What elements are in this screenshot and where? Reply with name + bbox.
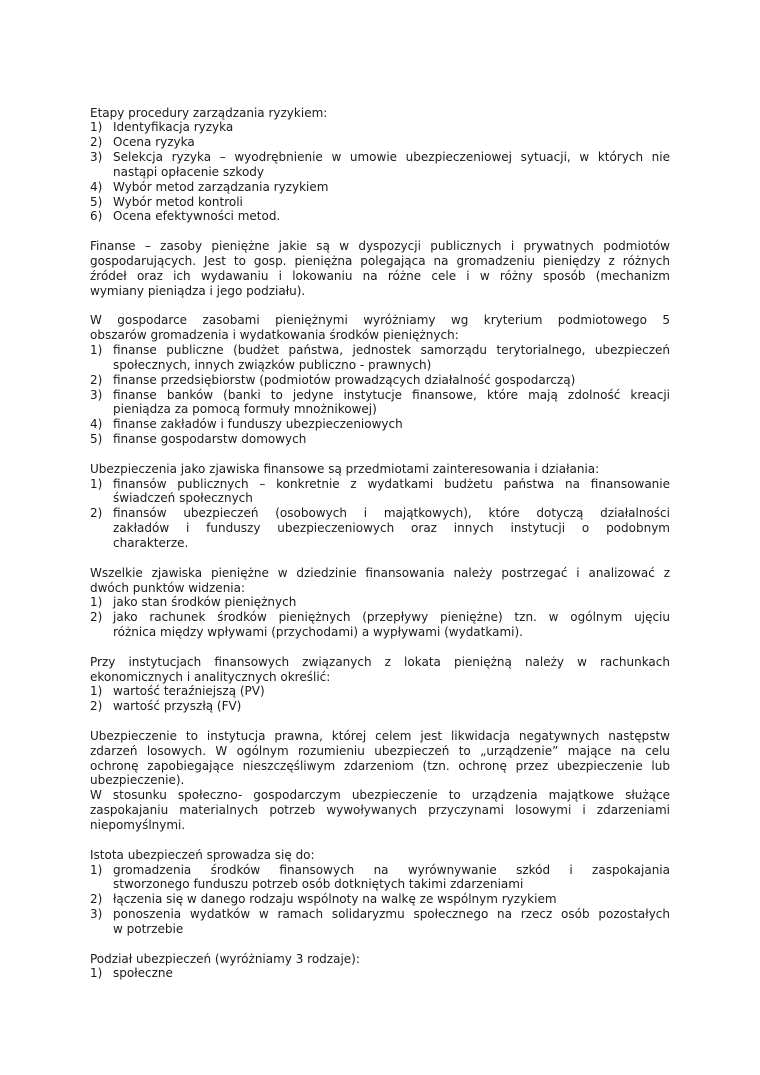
- text-line: łączenia się w danego rodzaju wspólnoty na walkę ze wspólnym ryzykiem: [113, 892, 557, 907]
- paragraph: [90, 462, 670, 477]
- paragraph: [90, 729, 670, 788]
- list-item: [90, 150, 670, 180]
- text-line: Podział ubezpieczeń (wyróżniamy 3 rodzaje):: [90, 951, 360, 966]
- text-line: Wybór metod zarządzania ryzykiem: [113, 179, 329, 194]
- document-section: [90, 106, 670, 225]
- text-line: wartość teraźniejszą (PV): [113, 684, 265, 699]
- text-line: ekonomicznych i analitycznych określić:: [90, 669, 331, 684]
- document-section: [90, 729, 670, 833]
- paragraph: [90, 566, 670, 596]
- text-line: Ubezpieczenie to instytucja prawna, której celem jest likwidacja negatywnych następstw: [90, 728, 670, 743]
- paragraph: [90, 239, 670, 298]
- list-number: 1): [90, 684, 103, 699]
- text-line: Ocena ryzyka: [113, 135, 195, 150]
- list-item: [90, 684, 670, 699]
- list-item: [90, 209, 670, 224]
- text-line: Przy instytucjach finansowych związanych z lokata pieniężną należy w rachunkach: [90, 654, 670, 669]
- text-line: społeczne: [113, 966, 173, 981]
- list-item: [90, 477, 670, 507]
- text-line: ubezpieczenie).: [90, 773, 185, 788]
- text-line: społecznych, innych związków publiczno - prawnych): [113, 357, 432, 372]
- list-number: 1): [90, 476, 103, 491]
- text-line: finansów publicznych – konkretnie z wydatkami budżetu państwa na finansowanie: [113, 476, 670, 491]
- document-section: [90, 566, 670, 640]
- text-line: finanse gospodarstw domowych: [113, 432, 307, 447]
- list-item: [90, 610, 670, 640]
- list-number: 4): [90, 179, 103, 194]
- text-line: finanse przedsiębiorstw (podmiotów prowadzących działalność gospodarczą): [113, 372, 576, 387]
- text-line: Wybór metod kontroli: [113, 194, 243, 209]
- text-line: gromadzenia środków finansowych na wyrównywanie szkód i zaspokajania: [113, 862, 670, 877]
- text-line: Ocena efektywności metod.: [113, 209, 281, 224]
- list-number: 1): [90, 343, 103, 357]
- document-section: [90, 655, 670, 714]
- list-number: 3): [90, 387, 103, 402]
- list-item: [90, 343, 670, 373]
- list-item: [90, 506, 670, 551]
- list-item: [90, 180, 670, 195]
- list-item: [90, 907, 670, 937]
- text-line: Ubezpieczenia jako zjawiska finansowe są przedmiotami zainteresowania i działania:: [90, 461, 600, 476]
- list-number: 2): [90, 699, 103, 714]
- list-number: 2): [90, 372, 103, 387]
- text-line: charakterze.: [113, 535, 189, 550]
- list-item: [90, 595, 670, 610]
- text-line: dwóch punktów widzenia:: [90, 580, 246, 595]
- text-line: ponoszenia wydatków w ramach solidaryzmu społecznego na rzecz osób pozostałych: [113, 907, 670, 922]
- list-number: 4): [90, 417, 103, 432]
- list-number: 5): [90, 194, 103, 209]
- document-section: [90, 848, 670, 937]
- document-section: [90, 239, 670, 298]
- document-section: [90, 952, 670, 982]
- text-line: Istota ubezpieczeń sprowadza się do:: [90, 847, 315, 862]
- text-line: zdarzeń losowych. W ogólnym rozumieniu ubezpieczeń to „urządzenie” mające na celu: [90, 743, 670, 758]
- document-page: [90, 106, 670, 997]
- text-line: pieniądza za pomocą formuły mnożnikowej): [113, 402, 377, 417]
- text-line: Identyfikacja ryzyka: [113, 120, 234, 135]
- text-line: różnica między wpływami (przychodami) a wypływami (wydatkami).: [113, 625, 523, 640]
- list-number: 1): [90, 595, 103, 610]
- list-item: [90, 699, 670, 714]
- paragraph: [90, 313, 670, 343]
- text-line: niepomyślnymi.: [90, 818, 186, 832]
- list-number: 2): [90, 892, 103, 907]
- text-line: jako stan środków pieniężnych: [113, 595, 297, 610]
- text-line: w potrzebie: [113, 921, 184, 936]
- list-number: 1): [90, 120, 103, 135]
- document-section: [90, 313, 670, 447]
- text-line: wartość przyszłą (FV): [113, 699, 242, 714]
- text-line: W stosunku społeczno- gospodarczym ubezpieczenie to urządzenia majątkowe służące: [90, 788, 670, 803]
- text-line: gospodarujących. Jest to gosp. pieniężna polegająca na gromadzeniu pieniędzy z różnych: [90, 253, 670, 268]
- text-line: finanse publiczne (budżet państwa, jednostek samorządu terytorialnego, ubezpieczeń: [113, 343, 670, 357]
- text-line: Finanse – zasoby pieniężne jakie są w dyspozycji publicznych i prywatnych podmiotów: [90, 239, 670, 254]
- list-item: [90, 135, 670, 150]
- list-number: 3): [90, 907, 103, 922]
- text-line: zakładów i funduszy ubezpieczeniowych oraz innych instytucji o podobnym: [113, 521, 670, 536]
- paragraph: [90, 848, 670, 863]
- list-item: [90, 373, 670, 388]
- list-item: [90, 432, 670, 447]
- text-line: Selekcja ryzyka – wyodrębnienie w umowie ubezpieczeniowej sytuacji, w których nie: [113, 150, 670, 165]
- text-line: W gospodarce zasobami pieniężnymi wyróżniamy wg kryterium podmiotowego 5: [90, 313, 670, 328]
- paragraph: [90, 655, 670, 685]
- text-line: wymiany pieniądza i jego podziału).: [90, 283, 306, 298]
- list-number: 2): [90, 610, 103, 625]
- text-line: źródeł oraz ich wydawaniu i lokowaniu na różne cele i w różny sposób (mechanizm: [90, 268, 670, 283]
- list-number: 1): [90, 966, 103, 981]
- list-item: [90, 120, 670, 135]
- text-line: nastąpi opłacenie szkody: [113, 164, 265, 179]
- list-item: [90, 892, 670, 907]
- list-number: 3): [90, 150, 103, 165]
- list-number: 1): [90, 862, 103, 877]
- list-number: 2): [90, 506, 103, 521]
- document-section: [90, 462, 670, 551]
- list-item: [90, 388, 670, 418]
- paragraph: [90, 106, 670, 121]
- list-item: [90, 195, 670, 210]
- list-number: 2): [90, 135, 103, 150]
- text-line: świadczeń społecznych: [113, 491, 253, 506]
- list-item: [90, 966, 670, 981]
- text-line: jako rachunek środków pieniężnych (przepływy pieniężne) tzn. w ogólnym ujęciu: [113, 610, 670, 625]
- list-item: [90, 863, 670, 893]
- text-line: finanse banków (banki to jedyne instytucje finansowe, które mają zdolność kreacji: [113, 387, 670, 402]
- text-line: ochronę zapobiegające nieszczęśliwym zdarzeniom (tzn. ochronę przez ubezpieczenie lub: [90, 758, 670, 773]
- text-line: finanse zakładów i funduszy ubezpieczeniowych: [113, 417, 403, 432]
- paragraph: [90, 952, 670, 967]
- list-number: 5): [90, 432, 103, 447]
- text-line: Etapy procedury zarządzania ryzykiem:: [90, 105, 328, 120]
- text-line: stworzonego funduszu potrzeb osób dotkniętych takimi zdarzeniami: [113, 877, 524, 892]
- list-item: [90, 417, 670, 432]
- list-number: 6): [90, 209, 103, 224]
- text-line: Wszelkie zjawiska pieniężne w dziedzinie finansowania należy postrzegać i analizować z: [90, 565, 670, 580]
- text-line: finansów ubezpieczeń (osobowych i majątkowych), które dotyczą działalności: [113, 506, 670, 521]
- text-line: obszarów gromadzenia i wydatkowania środków pieniężnych:: [90, 328, 459, 343]
- text-line: zaspokajaniu materialnych potrzeb wywoływanych przyczynami losowymi i zdarzeniami: [90, 803, 670, 818]
- paragraph: [90, 788, 670, 833]
